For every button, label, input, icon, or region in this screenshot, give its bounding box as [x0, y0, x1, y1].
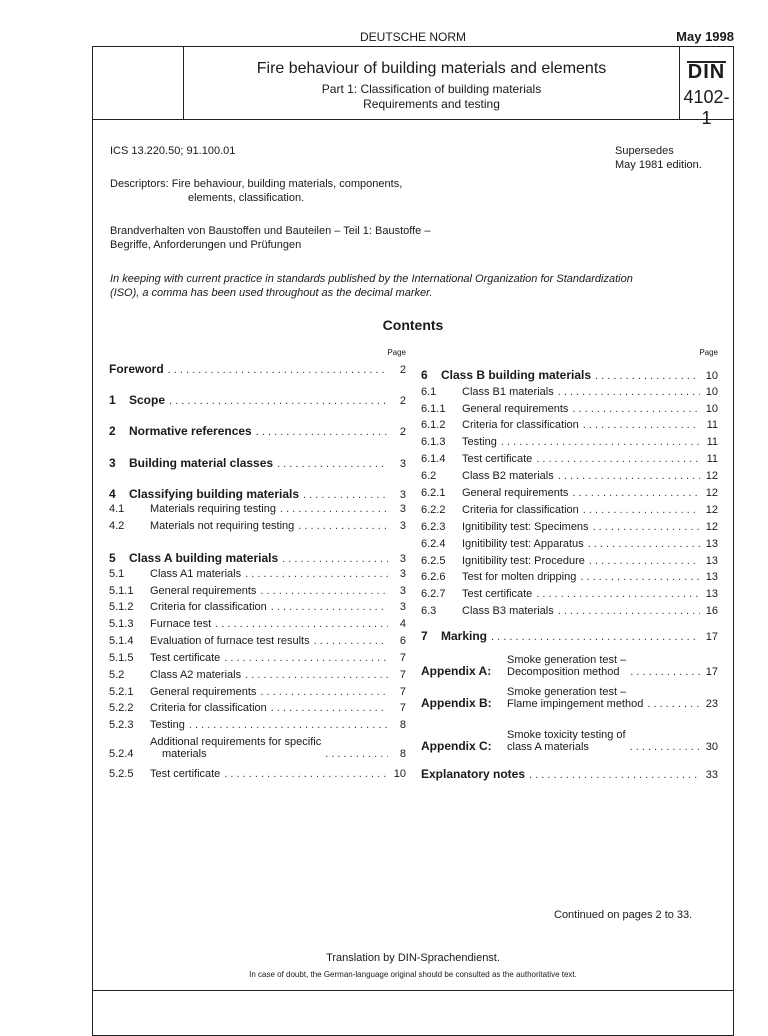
toc-number: Appendix C: — [421, 739, 492, 753]
toc-leader — [558, 386, 700, 398]
toc-page: 12 — [705, 504, 718, 516]
toc-entry — [109, 736, 406, 760]
toc-entry — [421, 654, 718, 678]
toc-page: 7 — [399, 702, 406, 714]
toc-entry — [421, 588, 718, 600]
toc-number: 6.1.4 — [421, 453, 446, 465]
toc-number: 2 — [109, 424, 116, 438]
toc-number: 7 — [421, 629, 428, 643]
toc-leader — [536, 588, 700, 600]
toc-number: 6.1.3 — [421, 436, 446, 448]
toc-leader — [280, 503, 388, 515]
toc-leader — [572, 487, 700, 499]
toc-title: Smoke generation test – Decomposition method — [507, 654, 627, 678]
publication-date: May 1998 — [676, 29, 734, 44]
bottom-divider — [92, 990, 734, 991]
toc-title: Test certificate — [150, 768, 221, 780]
toc-title: Materials requiring testing — [150, 503, 276, 515]
supersedes: Supersedes May 1981 edition. — [615, 145, 702, 171]
toc-page: 2 — [399, 364, 406, 376]
toc-number: 4.1 — [109, 503, 125, 515]
toc-leader — [256, 426, 388, 438]
toc-leader — [245, 568, 388, 580]
toc-leader — [630, 741, 700, 753]
toc-number: 5.2.1 — [109, 686, 134, 698]
toc-page: 13 — [705, 588, 718, 600]
contents-heading: Contents — [382, 317, 444, 333]
toc-number: Appendix B: — [421, 696, 492, 710]
toc-title: Smoke generation test – Flame impingement method — [507, 686, 644, 710]
toc-page: 2 — [399, 426, 406, 438]
subtitle: Requirements and testing — [363, 97, 500, 111]
toc-page: 3 — [399, 458, 406, 470]
toc-entry — [421, 436, 718, 448]
toc-title: Classifying building materials — [129, 487, 300, 501]
toc-number: 5.1.4 — [109, 635, 134, 647]
toc-number: 5.2.3 — [109, 719, 134, 731]
toc-entry — [421, 368, 718, 382]
toc-number: 5.1.3 — [109, 618, 134, 630]
toc-title: Marking — [441, 629, 488, 643]
toc-page: 8 — [399, 719, 406, 731]
toc-entry — [109, 669, 406, 681]
toc-leader — [491, 631, 700, 643]
toc-title: Ignitibility test: Apparatus — [462, 538, 584, 550]
toc-leader — [589, 555, 700, 567]
toc-number: 6.1.1 — [421, 403, 446, 415]
toc-page: 10 — [705, 386, 718, 398]
toc-title: Ignitibility test: Specimens — [462, 521, 589, 533]
toc-title: Test for molten dripping — [462, 571, 577, 583]
toc-leader — [593, 521, 700, 533]
toc-entry — [421, 629, 718, 643]
toc-title: General requirements — [150, 585, 257, 597]
toc-page: 17 — [705, 666, 718, 678]
toc-entry — [109, 568, 406, 580]
toc-entry — [109, 362, 406, 376]
toc-entry — [109, 719, 406, 731]
toc-number: 6.2.4 — [421, 538, 446, 550]
toc-number: Explanatory notes — [421, 767, 526, 781]
toc-page: 7 — [399, 686, 406, 698]
toc-leader — [314, 635, 388, 647]
toc-title: Class B building materials — [441, 368, 592, 382]
toc-leader — [168, 364, 388, 376]
toc-number: 6.1.2 — [421, 419, 446, 431]
toc-leader — [303, 489, 388, 501]
toc-entry — [109, 686, 406, 698]
toc-leader — [224, 652, 388, 664]
toc-leader — [260, 686, 388, 698]
toc-title: Ignitibility test: Procedure — [462, 555, 585, 567]
toc-number: 5.1.2 — [109, 601, 134, 613]
toc-number: 4 — [109, 487, 116, 501]
toc-leader — [580, 571, 700, 583]
toc-number: 5.2.4 — [109, 748, 134, 760]
toc-page: 4 — [399, 618, 406, 630]
toc-leader — [260, 585, 388, 597]
toc-leader — [558, 470, 700, 482]
toc-page: 13 — [705, 571, 718, 583]
toc-entry — [109, 585, 406, 597]
toc-page: 12 — [705, 470, 718, 482]
toc-number: 5.1.5 — [109, 652, 134, 664]
toc-number: 6.2.2 — [421, 504, 446, 516]
toc-page: 3 — [399, 520, 406, 532]
toc-title: Additional requirements for specific materials — [150, 736, 322, 760]
toc-number: Appendix A: — [421, 664, 492, 678]
toc-page: 6 — [399, 635, 406, 647]
toc-leader — [595, 370, 700, 382]
toc-leader — [224, 768, 388, 780]
toc-leader — [501, 436, 700, 448]
toc-leader — [558, 605, 700, 617]
toc-entry — [421, 767, 718, 781]
toc-number: 5.1.1 — [109, 585, 134, 597]
toc-number: Foreword — [109, 362, 164, 376]
toc-leader — [282, 553, 388, 565]
toc-title: Test certificate — [462, 588, 533, 600]
toc-title: Materials not requiring testing — [150, 520, 295, 532]
toc-title: Class B1 materials — [462, 386, 554, 398]
toc-title: Class A building materials — [129, 551, 279, 565]
toc-page: 3 — [399, 489, 406, 501]
toc-leader — [583, 419, 700, 431]
toc-title: Testing — [462, 436, 497, 448]
toc-leader — [647, 698, 700, 710]
toc-leader — [588, 538, 700, 550]
toc-title: Test certificate — [462, 453, 533, 465]
toc-title: Evaluation of furnace test results — [150, 635, 310, 647]
toc-page: 10 — [393, 768, 406, 780]
toc-page: 3 — [399, 568, 406, 580]
toc-title: Scope — [129, 393, 166, 407]
toc-entry — [109, 652, 406, 664]
toc-title: General requirements — [462, 403, 569, 415]
toc-page: 2 — [399, 395, 406, 407]
top-bar — [92, 28, 734, 46]
toc-title: Furnace test — [150, 618, 212, 630]
toc-entry — [109, 393, 406, 407]
toc-page: 10 — [705, 370, 718, 382]
toc-title: Class B3 materials — [462, 605, 554, 617]
toc-number: 3 — [109, 456, 116, 470]
toc-leader — [572, 403, 700, 415]
toc-entry — [109, 503, 406, 515]
toc-leader — [277, 458, 388, 470]
toc-page: 13 — [705, 538, 718, 550]
continued-note: Continued on pages 2 to 33. — [554, 909, 693, 921]
toc-page: 12 — [705, 521, 718, 533]
toc-entry — [421, 453, 718, 465]
toc-entry — [109, 635, 406, 647]
toc-number: 6.2.5 — [421, 555, 446, 567]
toc-leader — [529, 769, 700, 781]
toc-entry — [421, 419, 718, 431]
toc-number: 6.2 — [421, 470, 437, 482]
toc-title: Smoke toxicity testing of class A materials — [507, 729, 626, 753]
toc-leader — [583, 504, 700, 516]
toc-number: 4.2 — [109, 520, 125, 532]
page-label-left: Page — [387, 348, 406, 357]
toc-number: 5.2 — [109, 669, 125, 681]
toc-title: Testing — [150, 719, 185, 731]
toc-title: Criteria for classification — [150, 601, 267, 613]
toc-page: 3 — [399, 553, 406, 565]
descriptors: Descriptors: Fire behaviour, building materials, components, elements, classification. — [110, 178, 403, 204]
toc-number: 1 — [109, 393, 116, 407]
toc-page: 10 — [705, 403, 718, 415]
document-title: Fire behaviour of building materials and elements — [256, 60, 607, 77]
toc-page: 3 — [399, 585, 406, 597]
toc-entry — [109, 487, 406, 501]
toc-entry — [421, 403, 718, 415]
toc-entry — [109, 768, 406, 780]
toc-title: Normative references — [129, 424, 252, 438]
toc-page: 11 — [706, 419, 718, 431]
toc-number: 5.1 — [109, 568, 125, 580]
toc-number: 6.2.1 — [421, 487, 446, 499]
toc-number: 6 — [421, 368, 428, 382]
toc-leader — [325, 748, 388, 760]
toc-page: 23 — [705, 698, 718, 710]
toc-title: Criteria for classification — [462, 419, 579, 431]
toc-entry — [421, 555, 718, 567]
norm-label: DEUTSCHE NORM — [359, 30, 466, 44]
toc-title: Class B2 materials — [462, 470, 554, 482]
toc-entry — [109, 456, 406, 470]
toc-title: General requirements — [462, 487, 569, 499]
toc-page: 33 — [705, 769, 718, 781]
toc-number: 6.2.3 — [421, 521, 446, 533]
title-block — [93, 47, 733, 128]
toc-entry — [109, 520, 406, 532]
toc-page: 3 — [399, 503, 406, 515]
toc-title: Building material classes — [129, 456, 274, 470]
toc-number: 6.2.6 — [421, 571, 446, 583]
toc-title: Criteria for classification — [462, 504, 579, 516]
toc-page: 30 — [705, 741, 718, 753]
ics-code: ICS 13.220.50; 91.100.01 — [110, 145, 236, 157]
toc-entry — [109, 601, 406, 613]
toc-page: 17 — [705, 631, 718, 643]
toc-leader — [169, 395, 388, 407]
toc-leader — [245, 669, 388, 681]
doubt-note: In case of doubt, the German-language original should be consulted as the authoritative text. — [249, 970, 577, 979]
toc-leader — [630, 666, 700, 678]
toc-entry — [109, 702, 406, 714]
toc-number: 6.1 — [421, 386, 437, 398]
toc-number: 6.3 — [421, 605, 437, 617]
toc-entry — [421, 571, 718, 583]
toc-leader — [189, 719, 388, 731]
toc-leader — [271, 601, 388, 613]
toc-title: General requirements — [150, 686, 257, 698]
german-title: Brandverhalten von Baustoffen und Bauteilen – Teil 1: Baustoffe – Begriffe, Anforderungen und Prüfungen — [110, 225, 431, 251]
toc-page: 8 — [399, 748, 406, 760]
toc-number: 5 — [109, 551, 116, 565]
toc-number: 6.2.7 — [421, 588, 446, 600]
toc-page: 7 — [399, 652, 406, 664]
din-logo: DIN — [687, 61, 726, 83]
toc-title: Criteria for classification — [150, 702, 267, 714]
toc-entry — [421, 386, 718, 398]
toc-page: 16 — [705, 605, 718, 617]
toc-leader — [298, 520, 388, 532]
toc-page: 3 — [399, 601, 406, 613]
toc-title: Test certificate — [150, 652, 221, 664]
toc-entry — [421, 538, 718, 550]
toc-entry — [421, 470, 718, 482]
toc-page: 11 — [706, 436, 718, 448]
toc-number: 5.2.2 — [109, 702, 134, 714]
toc-entry — [421, 487, 718, 499]
toc-page: 11 — [706, 453, 718, 465]
toc-leader — [271, 702, 388, 714]
toc-leader — [536, 453, 700, 465]
toc-entry — [421, 729, 718, 753]
translation-note: Translation by DIN-Sprachendienst. — [326, 952, 500, 964]
toc-entry — [421, 686, 718, 710]
standard-number: 4102-1 — [683, 87, 730, 128]
toc-entry — [109, 618, 406, 630]
toc-title: Class A1 materials — [150, 568, 242, 580]
toc-entry — [421, 605, 718, 617]
toc-entry — [109, 551, 406, 565]
toc-page: 12 — [705, 487, 718, 499]
toc-page: 7 — [399, 669, 406, 681]
toc-title: Class A2 materials — [150, 669, 242, 681]
toc-leader — [215, 618, 388, 630]
toc-entry — [421, 521, 718, 533]
page-label-right: Page — [699, 348, 718, 357]
toc-number: 5.2.5 — [109, 768, 134, 780]
toc-entry — [109, 424, 406, 438]
decimal-note: In keeping with current practice in standards published by the International Organization for Standardization (ISO), a comma has been used throughout as the decimal marker. — [110, 273, 633, 299]
part-title: Part 1: Classification of building materials — [321, 82, 542, 96]
toc-entry — [421, 504, 718, 516]
toc-page: 13 — [705, 555, 718, 567]
